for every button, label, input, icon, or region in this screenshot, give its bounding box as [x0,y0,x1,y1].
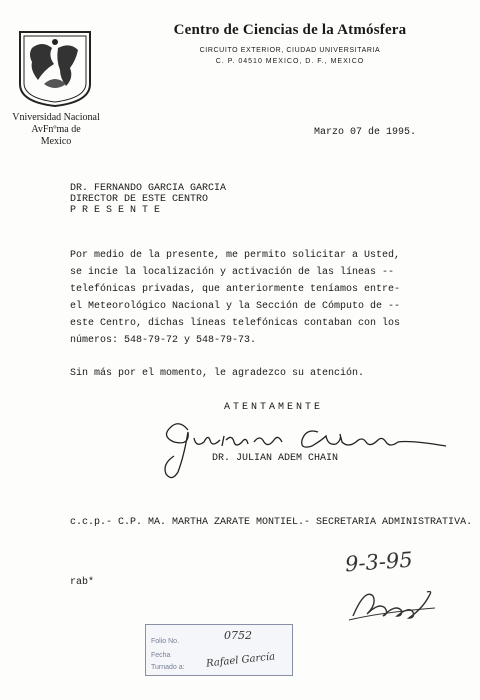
stamp-folio-number: 0752 [224,629,252,642]
letter-body [70,247,450,349]
signer-name: DR. JULIAN ADEM CHAIN [212,453,339,464]
address-line-1: CIRCUITO EXTERIOR, CIUDAD UNIVERSITARIA [199,47,381,54]
addressee-name: DR. FERNANDO GARCIA GARCIA [70,183,227,194]
addressee-block [70,183,226,216]
addressee-title: DIRECTOR DE ESTE CENTRO [70,194,209,205]
stamp-date-label: Fecha [151,652,171,659]
body-line: telefónicas privadas, que anteriormente teníamos entre- [70,284,401,295]
university-name-line1: Vniversidad Nacional [12,112,100,123]
body-line: el Meteorológico Nacional y la Sección de Cómputo de -- [70,301,401,312]
addressee-presente: P R E S E N T E [70,205,161,216]
receipt-stamp [145,624,293,676]
body-line: Por medio de la presente, me permito solicitar a Usted, [70,250,401,261]
university-name [0,112,112,148]
university-name-line2: AvFnºma de [31,124,81,135]
carbon-copy: c.c.p.- C.P. MA. MARTHA ZARATE MONTIEL.- SECRETARIA ADMINISTRATIVA. [70,517,473,528]
typist-initials: rab* [70,577,95,588]
university-name-line3: Mexico [40,136,72,147]
initials-signature [343,578,443,623]
handwritten-signature [150,412,450,482]
body-line: este Centro, dichas líneas telefónicas contaban con los [70,318,401,329]
body-line: números: 548-79-72 y 548-79-73. [70,335,257,346]
address-line-2: C. P. 04510 MEXICO, D. F., MEXICO [215,58,365,65]
closing-line: Sin más por el momento, le agradezco su atención. [70,368,365,379]
stamp-assigned-label: Turnado a: [151,664,185,671]
letterhead [120,22,460,65]
stamp-assigned-name: Rafael García [205,651,276,670]
unam-seal-icon [14,26,96,108]
body-line: se incie la localización y activación de las líneas -- [70,267,395,278]
stamp-folio-label: Folio No. [151,638,180,645]
handwritten-date: 9-3-95 [344,547,414,577]
letter-date: Marzo 07 de 1995. [314,127,417,138]
sign-off: ATENTAMENTE [224,402,324,413]
center-title: Centro de Ciencias de la Atmósfera [173,22,407,38]
